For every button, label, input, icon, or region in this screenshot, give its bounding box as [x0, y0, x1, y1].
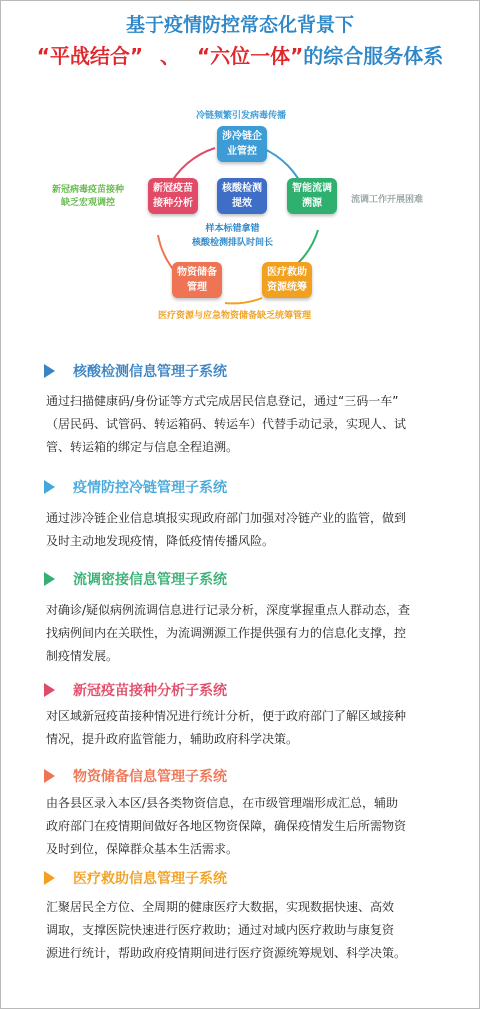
- section-title: 医疗救助信息管理子系统: [73, 871, 227, 887]
- section-nucleic-text: [46, 390, 446, 459]
- caption-right: 流调工作开展困难: [351, 195, 424, 205]
- text-line: 由各县区录入本区/县各类物资信息，在市级管理端形成汇总，辅助: [46, 796, 399, 810]
- node-cold-chain: 涉冷链企业管控: [217, 126, 267, 162]
- triangle-bullet-icon: [44, 480, 55, 494]
- node-medical: 医疗救助资源统筹: [262, 262, 312, 298]
- text-line: 通过扫描健康码/身份证等方式完成居民信息登记，通过“三码一车”: [46, 394, 399, 408]
- caption-center-line2: 核酸检测排队时间长: [192, 238, 274, 248]
- text-line: 管、转运箱的绑定与信息全程追溯。: [46, 440, 239, 454]
- node-tracing: 智能流调溯源: [287, 178, 337, 214]
- page-subtitle: [0, 40, 480, 69]
- section-title: 疫情防控冷链管理子系统: [73, 480, 227, 496]
- node-vaccine: 新冠疫苗接种分析: [148, 178, 198, 214]
- page-title: 基于疫情防控常态化背景下: [125, 14, 354, 36]
- text-line: 对确诊/疑似病例流调信息进行记录分析，深度掌握重点人群动态，查: [46, 603, 411, 617]
- section-nucleic-heading: [44, 361, 227, 381]
- node-supplies: 物资储备管理: [172, 262, 222, 298]
- triangle-bullet-icon: [44, 364, 55, 378]
- section-supplies-heading: [44, 766, 227, 786]
- caption-center-line1: 样本标错拿错: [205, 224, 260, 234]
- section-title: 新冠疫苗接种分析子系统: [73, 683, 227, 699]
- text-line: 通过涉冷链企业信息填报实现政府部门加强对冷链产业的监管，做到: [46, 511, 407, 525]
- subtitle-quote-2: “六位一体”: [196, 44, 304, 68]
- caption-left-line1: 新冠病毒疫苗接种: [52, 185, 125, 195]
- text-line: 制疫情发展。: [46, 649, 119, 663]
- section-tracing-text: [46, 599, 446, 668]
- section-title: 核酸检测信息管理子系统: [73, 364, 227, 380]
- text-line: 找病例间内在关联性，为流调溯源工作提供强有力的信息化支撑，控: [46, 626, 407, 640]
- triangle-bullet-icon: [44, 871, 55, 885]
- section-tracing-heading: [44, 569, 227, 589]
- text-line: 及时到位，保障群众基本生活需求。: [46, 842, 239, 856]
- subtitle-quote-1: “平战结合”: [36, 44, 144, 68]
- node-nucleic-test: 核酸检测提效: [217, 178, 267, 214]
- section-cold-chain-text: [46, 507, 446, 553]
- caption-left-line2: 缺乏宏观调控: [61, 198, 116, 208]
- text-line: 汇聚居民全方位、全周期的健康医疗大数据，实现数据快速、高效: [46, 900, 395, 914]
- caption-top: 冷链频繁引发病毒传播: [196, 111, 287, 121]
- text-line: 源进行统计，帮助政府疫情期间进行医疗资源统筹规划、科学决策。: [46, 946, 407, 960]
- section-cold-chain-heading: [44, 477, 227, 497]
- section-vaccine-text: [46, 705, 446, 751]
- text-line: 对区域新冠疫苗接种情况进行统计分析，便于政府部门了解区域接种: [46, 709, 407, 723]
- text-line: 及时主动地发现疫情，降低疫情传播风险。: [46, 534, 275, 548]
- section-medical-heading: [44, 868, 227, 888]
- triangle-bullet-icon: [44, 683, 55, 697]
- subtitle-separator: 、: [160, 44, 180, 68]
- section-supplies-text: [46, 792, 446, 861]
- triangle-bullet-icon: [44, 769, 55, 783]
- section-title: 流调密接信息管理子系统: [73, 572, 227, 588]
- caption-center: [192, 222, 273, 250]
- caption-bottom: 医疗资源与应急物资储备缺乏统筹管理: [158, 311, 312, 321]
- text-line: 政府部门在疫情期间做好各地区物资保障，确保疫情发生后所需物资: [46, 819, 407, 833]
- caption-left: [52, 184, 124, 210]
- triangle-bullet-icon: [44, 572, 55, 586]
- text-line: 调取，支撑医院快速进行医疗救助；通过对域内医疗救助与康复资: [46, 923, 395, 937]
- text-line: 情况，提升政府监管能力，辅助政府科学决策。: [46, 732, 299, 746]
- text-line: （居民码、试管码、转运箱码、转运车）代替手动记录，实现人、试: [46, 417, 407, 431]
- section-vaccine-heading: [44, 680, 227, 700]
- subtitle-tail: 的综合服务体系: [303, 44, 444, 68]
- section-medical-text: [46, 896, 446, 965]
- six-in-one-diagram: [0, 100, 480, 330]
- section-title: 物资储备信息管理子系统: [73, 769, 227, 785]
